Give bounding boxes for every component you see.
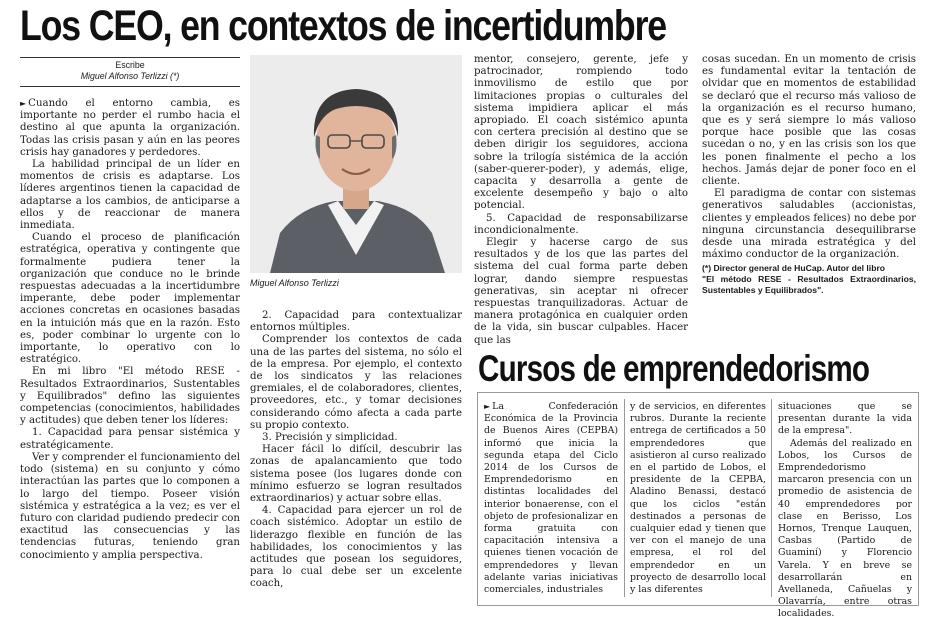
paragraph: 3. Precisión y simplicidad. [262,432,398,444]
paragraph: Elegir y hacerse cargo de sus resultados y de los que las partes del sistema del cual forma parte deben lograr, dando siempre respuestas generativas, sin aceptar ni ofrecer respuestas tranquilizadoras. Actuar de manera protagónica en cualquier orden de la vida, sin buscar culpables. Hacer que las [474,237,688,346]
box-column-divider [624,399,625,597]
box-column-2 [630,401,766,596]
byline [20,60,240,82]
paragraph: Comprender los contextos de cada una de las partes del sistema, no sólo el de la empresa. Por ejemplo, el contexto de los sindicatos y las relaciones gremiales, el de colaboradores, clientes, proveedores, etc., y tomar decisiones considerando cómo afecta a cada parte su propio contexto. [250,334,462,431]
paragraph: Además del realizado en Lobos, los Cursos de Emprendedorismo marcaron presencia con un promedio de asistencia de 40 emprendedores por clase en Berisso, Los Hornos, Trenque Lauquen, Casbas (Partido de Guaminí) y Florencio Varela. Y en breve se desarrollarán en Avellaneda, Cañuelas y Olavarría, entre otras localidades. [778,437,912,620]
paragraph: En mi libro "El método RESE - Resultados Extraordinarios, Sustentables y Equilibrados" defino las siguientes competencias (conocimientos, habilidades y actitudes) que deben tener los líderes: [20,366,240,427]
paragraph: El paradigma de contar con sistemas generativos saludables (accionistas, clientes y empleados felices) no debe por ninguna circunstancia desequilibrarse desde una mirada estratégica y del máximo conductor de la organización. [702,188,916,261]
byline-author: Miguel Alfonso Terlizzi (*) [80,71,180,81]
article-column-4 [702,54,916,296]
article-column-1 [20,98,240,562]
byline-bottom-rule [20,86,240,87]
box-column-1 [484,401,618,596]
triangle-bullet-icon: ► [20,99,27,108]
paragraph: Ver y comprender el funcionamiento del todo (sistema) en su conjunto y cómo interactúan las partes que lo componen a lo largo del tiempo. Poseer visión sistémica y estratégica a la vez; es ver el futuro con claridad pudiendo predecir con exactitud las consecuencias y las tendencias futuras, teniendo gran conocimiento y amplia perspectiva. [20,451,240,561]
sidebar-box [477,392,919,620]
article-headline: Los CEO, en contextos de incertidumbre [20,2,666,50]
book-credit: "El método RESE - Resultados Extraordinarios, Sustentables y Equilibrados". [702,274,916,296]
photo-caption: Miguel Alfonso Terlizzi [250,278,339,288]
paragraph: ► La Confederación Económica de la Provincia de Buenos Aires (CEPBA) informó que inicia la segunda etapa del Ciclo 2014 de los Cursos de Emprendedorismo en distintas localidades del interior bonaerense, con el objeto de profesionalizar en forma gratuita con capacitación intensiva a quienes tienen vocación de emprendedores y llevan adelante varias iniciativas comerciales, industriales [484,401,618,596]
paragraph: Cuando el proceso de planificación estratégica, operativa y contingente que formalmente pudiera tener la organización que conduce no le brinde respuestas adecuadas a la incertidumbre imperante, debe poder implementar acciones concretas en ocasiones basadas en la intuición más que en la razón. Esto es, poder combinar lo urgente con lo importante, lo operativo con lo estratégico. [20,232,240,366]
paragraph: 2. Capacidad para contextualizar entornos múltiples. [250,310,462,334]
paragraph: ► Cuando el entorno cambia, es importante no perder el rumbo hacia el destino al que apunta la organización. Todas las crisis pasan y aún en las peores crisis hay ganadores y perdedores. [20,98,240,158]
paragraph: 4. Capacidad para ejercer un rol de coach sistémico. Adoptar un estilo de liderazgo flexible en función de las habilidades, los conocimientos y las actitudes que posean los seguidores, para lo cual debe ser un excelente coach, [250,505,462,590]
author-portrait-illustration [250,55,462,273]
article-column-3 [474,54,688,347]
paragraph: Hacer fácil lo difícil, descubrir las zonas de apalancamiento que todo sistema posee (los lugares donde con mínimo esfuerzo se logran resultados extraordinarios) y actuar sobre ellas. [250,444,462,505]
paragraph: mentor, consejero, gerente, jefe y patrocinador, rompiendo todo inmovilismo de estilo que por limitaciones propias o culturales del sistema impidiera aplicar el más apropiado. El coach sistémico apunta con certera precisión al destino que se deben dirigir los seguidores, acciona sobre la trilogía sistémica de la acción (saber-querer-poder), y además, elige, capacita y desarrolla a gente de excelente desempeño y bajo o alto potencial. [474,54,688,212]
paragraph: 1. Capacidad para pensar sistémica y estratégicamente. [20,427,240,451]
paragraph: y de servicios, en diferentes rubros. Durante la reciente entrega de certificados a 50 emprendedores que asistieron al curso realizado en el partido de Lobos, el presidente de la CEPBA, Aladino Benassi, destacó que los ciclos "están destinados a personas de cualquier edad y tienen que ver con el manejo de una empresa, el rol del emprendedor en un proyecto de desarrollo local y las diferentes [630,401,766,596]
box-headline: Cursos de emprendedorismo [478,348,870,389]
author-credit: (*) Director general de HuCap. Autor del libro [702,263,886,274]
paragraph: 5. Capacidad de responsabilizarse incondicionalmente. [474,212,688,236]
article-column-2 [250,310,462,591]
triangle-bullet-icon: ► [484,402,491,411]
paragraph: La habilidad principal de un líder en momentos de crisis es adaptarse. Los líderes argentinos tienen la capacidad de adaptarse a los cambios, de anticiparse a ellos y de reaccionar de manera inmediata. [20,159,240,232]
byline-top-rule [20,57,240,58]
author-photo [250,55,462,273]
box-column-3 [778,401,912,621]
paragraph: situaciones que se presentan durante la vida de la empresa". [778,401,912,437]
box-column-divider [771,399,772,597]
paragraph: cosas sucedan. En un momento de crisis es fundamental evitar la tentación de olvidar que en momentos de estabilidad se declaró que el recurso más valioso de la organización es el recurso humano, que es y será siempre lo más valioso porque hace posible que las cosas sucedan o no, y en las crisis son los que les ponen finalmente el pecho a los hechos. Jamás dejar de poner foco en el cliente. [702,54,916,188]
byline-label: Escribe [115,60,145,70]
